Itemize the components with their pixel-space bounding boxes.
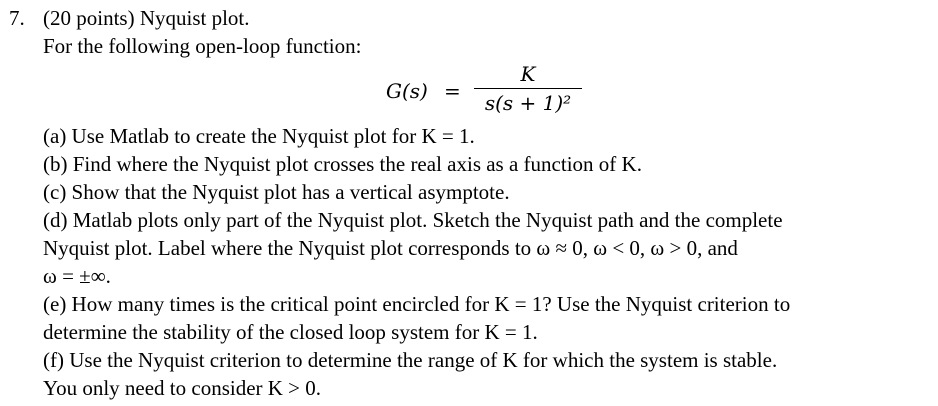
part-d-line-3: ω = ±∞. [43,264,111,288]
part-d-line-2: Nyquist plot. Label where the Nyquist plot corresponds to ω ≈ 0, ω < 0, ω > 0, and [43,236,738,260]
equation-equals: = [444,79,461,103]
problem-heading: (20 points) Nyquist plot. [43,6,250,30]
part-b: (b) Find where the Nyquist plot crosses the real axis as a function of K. [43,152,642,176]
part-c: (c) Show that the Nyquist plot has a vertical asymptote. [43,180,510,204]
problem-intro: For the following open-loop function: [43,34,362,58]
part-a: (a) Use Matlab to create the Nyquist plot for K = 1. [43,124,475,148]
part-f-line-2: You only need to consider K > 0. [43,376,322,400]
part-f-line-1: (f) Use the Nyquist criterion to determine the range of K for which the system is stable. [43,348,778,372]
equation-denominator: s(s + 1)² [484,91,572,115]
problem-number: 7. [9,6,25,30]
part-d-line-1: (d) Matlab plots only part of the Nyquist plot. Sketch the Nyquist path and the complete [43,208,783,232]
equation-numerator: K [520,62,536,86]
equation-fraction [472,60,584,117]
problem-parts [43,122,790,402]
part-e-line-2: determine the stability of the closed loop system for K = 1. [43,320,538,344]
part-e-line-1: (e) How many times is the critical point encircled for K = 1? Use the Nyquist criterion to [43,292,791,316]
problem-header [9,4,250,32]
equation-lhs: G(s) [386,79,428,103]
